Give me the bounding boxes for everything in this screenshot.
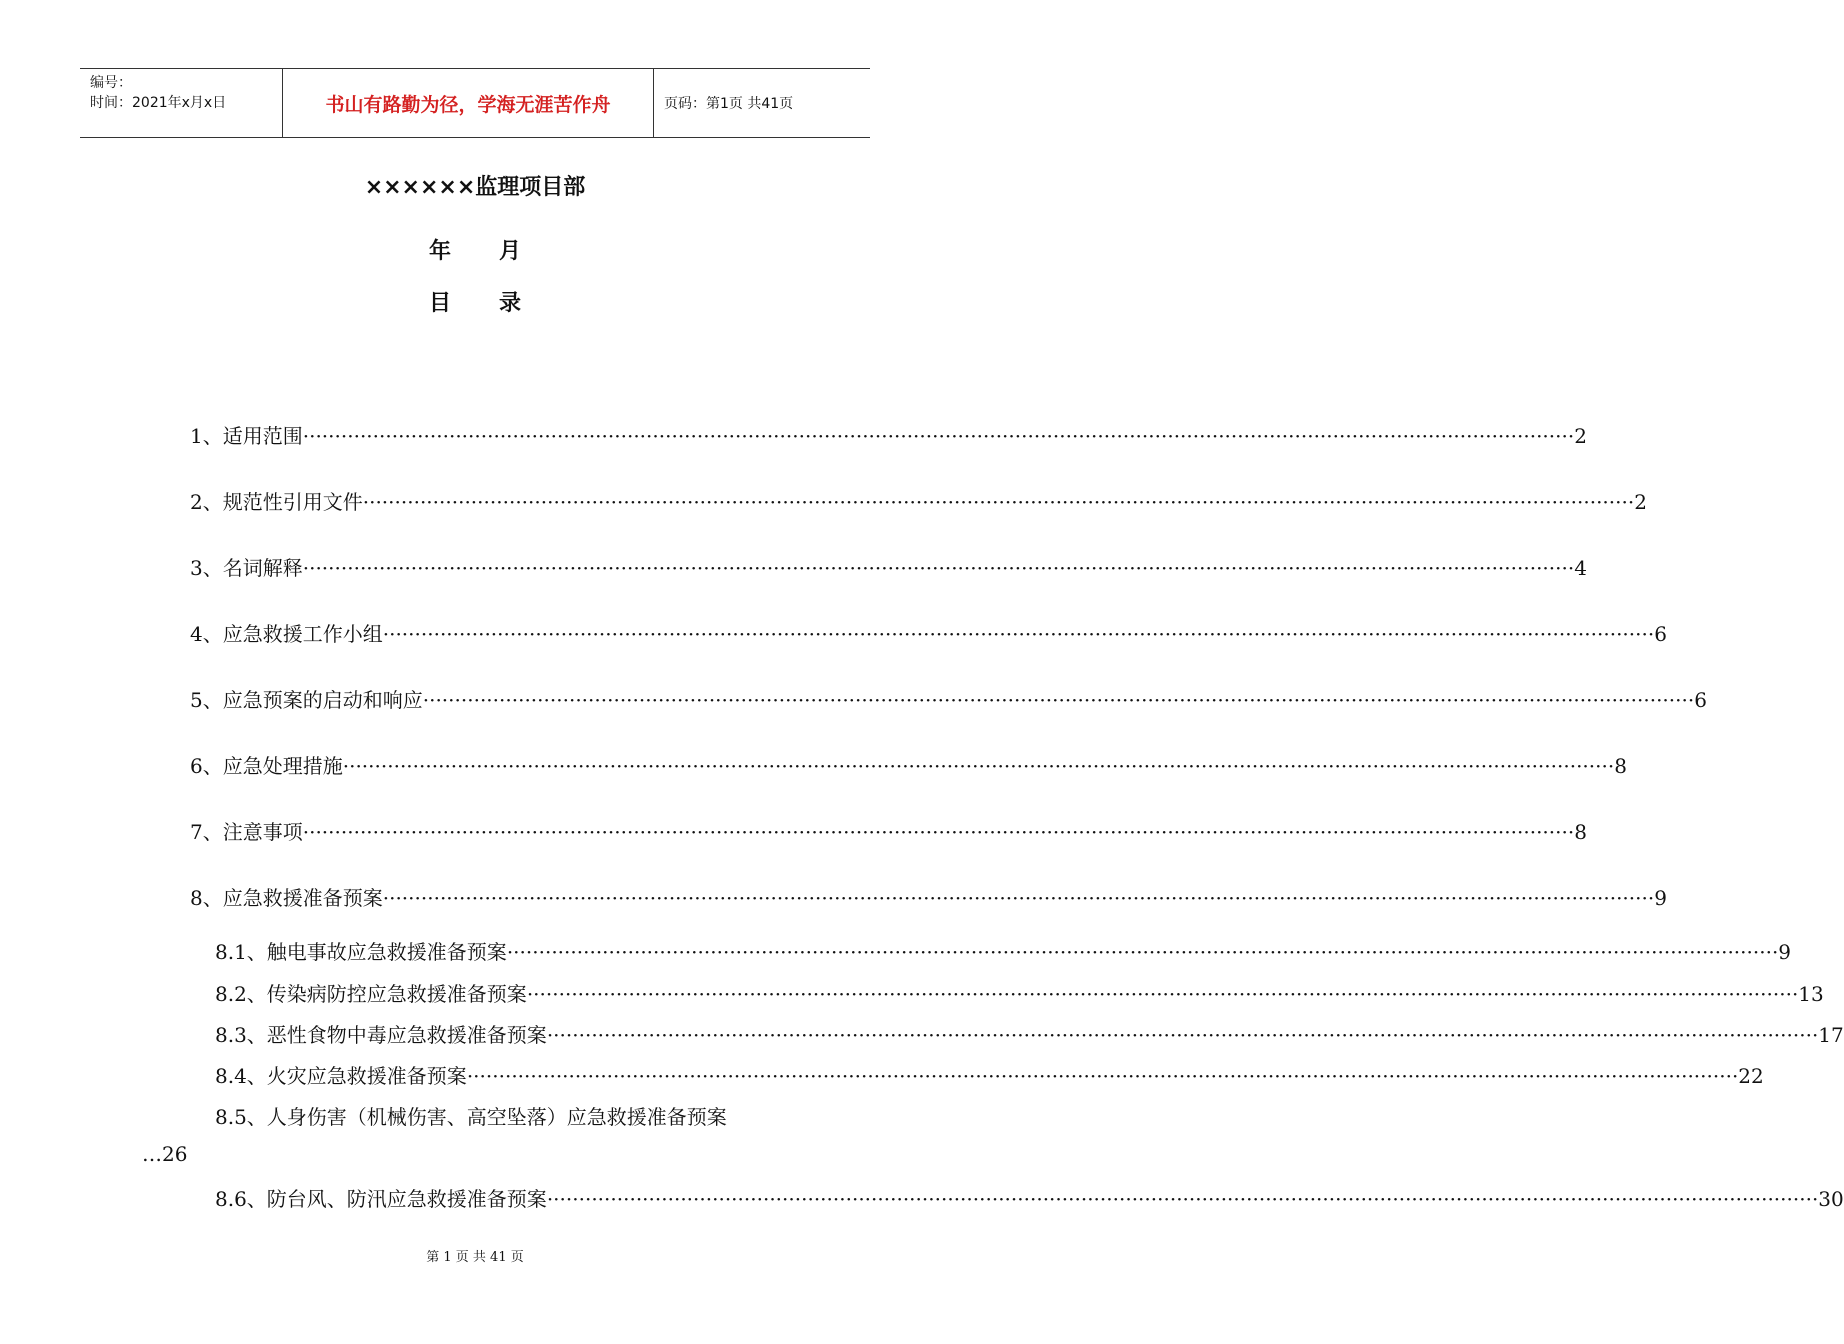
subtoc-entry-page: 22 — [1738, 1064, 1764, 1088]
subtoc-entry[interactable] — [215, 1019, 1844, 1048]
toc-dots: ········································································································································································································ — [302, 424, 1575, 448]
toc-heading — [0, 286, 950, 317]
subtoc-entry-page: 30 — [1818, 1187, 1844, 1211]
subtoc-entry-page: 13 — [1798, 982, 1824, 1006]
toc-entry-page: 8 — [1574, 820, 1587, 844]
header-left-cell — [80, 69, 282, 137]
subtoc-entry-label: 8.1、触电事故应急救援准备预案 — [215, 940, 507, 964]
toc-heading-1: 目 — [428, 291, 451, 316]
toc-dots: ········································································································································································································ — [302, 556, 1575, 580]
toc-entry-label: 1、适用范围 — [190, 424, 303, 448]
toc-entry-page: 2 — [1634, 490, 1647, 514]
toc-entry[interactable] — [190, 486, 1647, 515]
document-title: ××××××监理项目部 — [364, 175, 586, 200]
subtoc-entry-label: 8.2、传染病防控应急救援准备预案 — [215, 982, 527, 1006]
subtoc-entry-wrapped[interactable] — [215, 1101, 805, 1130]
toc-entry-page: 9 — [1654, 886, 1667, 910]
toc-entry[interactable] — [190, 816, 1587, 845]
subtoc-entry-label: 8.3、恶性食物中毒应急救援准备预案 — [215, 1023, 547, 1047]
toc-dots: ········································································································································································································ — [342, 754, 1615, 778]
month-label: 月 — [499, 239, 522, 264]
subtoc-entry[interactable] — [215, 936, 1792, 965]
toc-entry-page: 6 — [1694, 688, 1707, 712]
subtoc-entry[interactable] — [215, 978, 1824, 1007]
toc-dots: ········································································································································································································ — [382, 622, 1655, 646]
toc-heading-2: 录 — [499, 291, 522, 316]
toc-entry[interactable] — [190, 552, 1587, 581]
subtoc-entry-page: 9 — [1778, 940, 1792, 964]
toc-dots: ········································································································································································································ — [362, 490, 1635, 514]
header-table — [80, 68, 870, 138]
year-label: 年 — [428, 239, 451, 264]
toc-entry-page: 8 — [1614, 754, 1627, 778]
toc-entry-label: 7、注意事项 — [190, 820, 303, 844]
toc-dots: ········································································································································································································ — [546, 1023, 1819, 1047]
subtoc-entry-label: 8.6、防台风、防汛应急救援准备预案 — [215, 1187, 547, 1211]
toc-dots: ········································································································································································································ — [546, 1187, 1819, 1211]
toc-entry[interactable] — [190, 882, 1667, 911]
subtoc-entry-continuation: …26 — [142, 1142, 188, 1166]
toc-entry-page: 2 — [1574, 424, 1587, 448]
toc-dots: ········································································································································································································ — [302, 820, 1575, 844]
toc-entry-page: 6 — [1654, 622, 1667, 646]
page-footer: 第 1 页 共 41 页 — [426, 1250, 524, 1265]
subtoc-entry[interactable] — [215, 1183, 1844, 1212]
page-info: 页码：第1页 共41页 — [664, 96, 794, 112]
toc-entry-label: 8、应急救援准备预案 — [190, 886, 383, 910]
subtoc-entry-page: 17 — [1818, 1023, 1844, 1047]
toc-entry-label: 3、名词解释 — [190, 556, 303, 580]
toc-entry-label: 2、规范性引用文件 — [190, 490, 363, 514]
toc-dots: ········································································································································································································ — [506, 940, 1779, 964]
toc-dots: ········································································································································································································ — [422, 688, 1695, 712]
toc-entry[interactable] — [190, 618, 1667, 647]
subtoc-entry-label: 8.5、人身伤害（机械伤害、高空坠落）应急救援准备预案 — [215, 1105, 727, 1129]
toc-entry[interactable] — [190, 750, 1627, 779]
toc-dots: ········································································································································································································ — [382, 886, 1655, 910]
toc-entry[interactable] — [190, 684, 1707, 713]
subtoc-entry[interactable] — [215, 1060, 1764, 1089]
toc-entry-label: 6、应急处理措施 — [190, 754, 343, 778]
time-label: 时间：2021年x月x日 — [90, 95, 227, 111]
toc-entry[interactable] — [190, 420, 1587, 449]
toc-entry-label: 5、应急预案的启动和响应 — [190, 688, 423, 712]
toc-dots: ········································································································································································································ — [526, 982, 1799, 1006]
motto: 书山有路勤为径，学海无涯苦作舟 — [282, 69, 654, 137]
date-line — [0, 234, 950, 265]
toc-entry-label: 4、应急救援工作小组 — [190, 622, 383, 646]
number-label: 编号： — [90, 75, 132, 91]
toc-dots: ········································································································································································································ — [466, 1064, 1739, 1088]
subtoc-entry-label: 8.4、火灾应急救援准备预案 — [215, 1064, 467, 1088]
toc-entry-page: 4 — [1574, 556, 1587, 580]
